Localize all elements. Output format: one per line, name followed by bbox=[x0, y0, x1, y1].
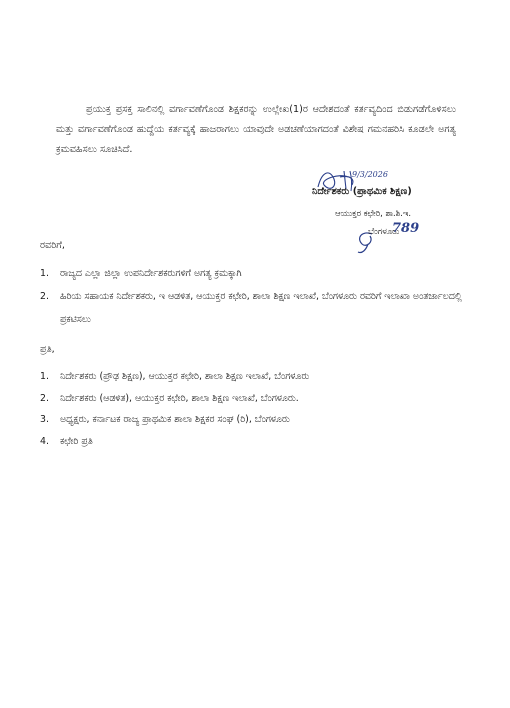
list-item bbox=[40, 409, 470, 431]
list-item bbox=[40, 366, 470, 388]
list-item-text: ನಿರ್ದೇಶಕರು (ಆಡಳಿತ), ಆಯುಕ್ತರ ಕಛೇರಿ, ಶಾಲಾ ಶಿಕ್ಷಣ ಇಲಾಖೆ, ಬೆಂಗಳೂರು. bbox=[60, 392, 299, 404]
signatory-office: ಆಯುಕ್ತರ ಕಛೇರಿ, ಶಾ.ಶಿ.ಇ. bbox=[335, 208, 412, 218]
handwritten-date: 9/3/2026 bbox=[352, 170, 388, 179]
handwritten-stamp-number: 789 bbox=[392, 221, 420, 236]
copy-heading: ಪ್ರತಿ, bbox=[40, 344, 55, 355]
list-item bbox=[40, 285, 480, 331]
list-number: 2. bbox=[40, 291, 49, 302]
recipients-list bbox=[40, 262, 480, 331]
list-number: 1. bbox=[40, 268, 49, 279]
list-number: 3. bbox=[40, 414, 49, 425]
list-item-text: ಕಛೇರಿ ಪ್ರತಿ bbox=[60, 435, 93, 447]
body-paragraph: ಪ್ರಯುಕ್ತ ಪ್ರಸಕ್ತ ಸಾಲಿನಲ್ಲಿ ವರ್ಗಾವಣೆಗೊಂಡ ಶಿಕ್ಷಕರನ್ನು ಉಲ್ಲೇಖ(1)ರ ಆದೇಶದಂತೆ ಕರ್ತವ್ಯದಿಂದ ಬಿಡುಗಡೆಗೊಳಿಸಲು ಮತ್ತು ವರ್ಗಾವಣೆಗೊಂಡ ಹುದ್ದೆಯ ಕರ್ತವ್ಯಕ್ಕೆ ಹಾಜರಾಗಲು ಯಾವುದೇ ಅಡಚಣೆಯಾಗದಂತೆ ವಿಶೇಷ ಗಮನಹರಿಸಿ ಕೂಡಲೇ ಅಗತ್ಯ ಕ್ರಮವಹಿಸಲು ಸೂಚಿಸಿದೆ. bbox=[56, 103, 456, 155]
list-item-text: ಅಧ್ಯಕ್ಷರು, ಕರ್ನಾಟಕ ರಾಜ್ಯ ಪ್ರಾಥಮಿಕ ಶಾಲಾ ಶಿಕ್ಷಕರ ಸಂಘ (ರಿ), ಬೆಂಗಳೂರು bbox=[60, 414, 290, 425]
list-item-text: ಹಿರಿಯ ಸಹಾಯಕ ನಿರ್ದೇಶಕರು, ಇ ಆಡಳಿತ, ಆಯುಕ್ತರ ಕಛೇರಿ, ಶಾಲಾ ಶಿಕ್ಷಣ ಇಲಾಖೆ, ಬೆಂಗಳೂರು ರವರಿಗೆ ಇಲಾಖಾ ಅಂತರ್ಜಾಲದಲ್ಲಿ ಪ್ರಕಟಿಸಲು bbox=[60, 291, 462, 325]
copy-list bbox=[40, 366, 470, 452]
signatory-city: ಬೆಂಗಳೂರು bbox=[368, 226, 400, 236]
list-number: 1. bbox=[40, 371, 49, 382]
list-item bbox=[40, 262, 480, 285]
recipients-heading: ರವರಿಗೆ, bbox=[40, 240, 65, 251]
list-item-text: ನಿರ್ದೇಶಕರು (ಪ್ರೌಢ ಶಿಕ್ಷಣ), ಆಯುಕ್ತರ ಕಛೇರಿ, ಶಾಲಾ ಶಿಕ್ಷಣ ಇಲಾಖೆ, ಬೆಂಗಳೂರು bbox=[60, 371, 310, 382]
list-item-text: ರಾಜ್ಯದ ಎಲ್ಲಾ ಜಿಲ್ಲಾ ಉಪನಿರ್ದೇಶಕರುಗಳಿಗೆ ಅಗತ್ಯ ಕ್ರಮಕ್ಕಾಗಿ bbox=[60, 268, 242, 279]
list-number: 4. bbox=[40, 435, 49, 447]
list-item bbox=[40, 431, 470, 453]
signatory-title: ನಿರ್ದೇಶಕರು (ಪ್ರಾಥಮಿಕ ಶಿಕ್ಷಣ) bbox=[312, 186, 412, 197]
list-number: 2. bbox=[40, 392, 49, 404]
list-item bbox=[40, 388, 470, 410]
